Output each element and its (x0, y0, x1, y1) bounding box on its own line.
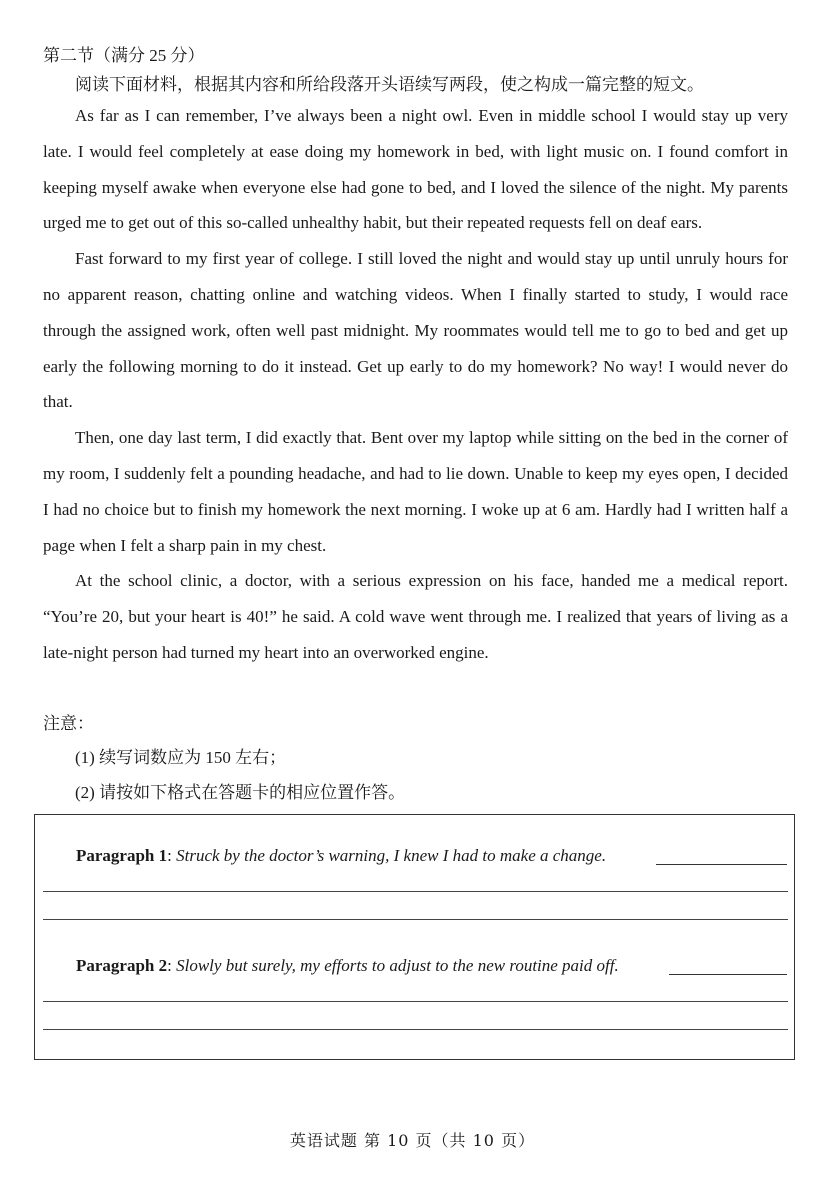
answer-box (34, 814, 795, 1060)
paragraph-2-writing-line[interactable] (43, 1001, 788, 1002)
paragraph-1-writing-line[interactable] (43, 919, 788, 920)
notes-section (43, 708, 788, 810)
passage-paragraph: At the school clinic, a doctor, with a serious expression on his face, handed me a medical report. “You’re 20, but your heart is 40!” he said. A cold wave went through me. I realized that years of living as a late-night person had turned my heart into an overworked engine. (43, 571, 788, 662)
paragraph-1-separator: : (167, 846, 177, 865)
page-footer: 英语试题 第 10 页（共 10 页） (289, 1131, 536, 1150)
passage-paragraph: Then, one day last term, I did exactly that. Bent over my laptop while sitting on the bed in the corner of my room, I suddenly felt a pounding headache, and had to lie down. Unable to keep my eyes open, I decided I had no choice but to finish my homework the next morning. I woke up at 6 am. Hardly had I written half a page when I felt a sharp pain in my chest. (43, 428, 788, 555)
reading-passage (43, 98, 788, 671)
passage-paragraph: Fast forward to my first year of college. I still loved the night and would stay up until unruly hours for no apparent reason, chatting online and watching videos. When I finally started to study, I would race through the assigned work, often well past midnight. My roommates would tell me to go to bed and get up early the following morning to do it instead. Get up early to do my homework? No way! I would never do that. (43, 249, 788, 412)
paragraph-2-separator: : (167, 956, 177, 975)
note-item: (1) 续写词数应为 150 左右； (75, 748, 287, 767)
paragraph-1-prompt (76, 845, 606, 867)
paragraph-2-blank[interactable] (669, 974, 787, 975)
paragraph-2-opening: Slowly but surely, my efforts to adjust to the new routine paid off. (176, 956, 619, 975)
paragraph-1-opening: Struck by the doctor’s warning, I knew I had to make a change. (176, 846, 607, 865)
section-title: 第二节（满分 25 分） (43, 46, 205, 65)
note-item: (2) 请按如下格式在答题卡的相应位置作答。 (75, 783, 406, 802)
passage-paragraph: As far as I can remember, I’ve always been a night owl. Even in middle school I would stay up very late. I would feel completely at ease doing my homework in bed, with light music on. I found comfort in keeping myself awake when everyone else had gone to bed, and I loved the silence of the night. My parents urged me to get out of this so-called unhealthy habit, but their repeated requests fell on deaf ears. (43, 106, 788, 233)
notes-title: 注意： (43, 714, 94, 733)
paragraph-2-label: Paragraph 2 (76, 956, 168, 975)
paragraph-2-writing-line[interactable] (43, 1029, 788, 1030)
paragraph-1-label: Paragraph 1 (76, 846, 168, 865)
paragraph-1-blank[interactable] (656, 864, 787, 865)
paragraph-2-prompt (76, 955, 619, 977)
section-instruction: 阅读下面材料，根据其内容和所给段落开头语续写两段，使之构成一篇完整的短文。 (75, 75, 704, 94)
paragraph-1-writing-line[interactable] (43, 891, 788, 892)
